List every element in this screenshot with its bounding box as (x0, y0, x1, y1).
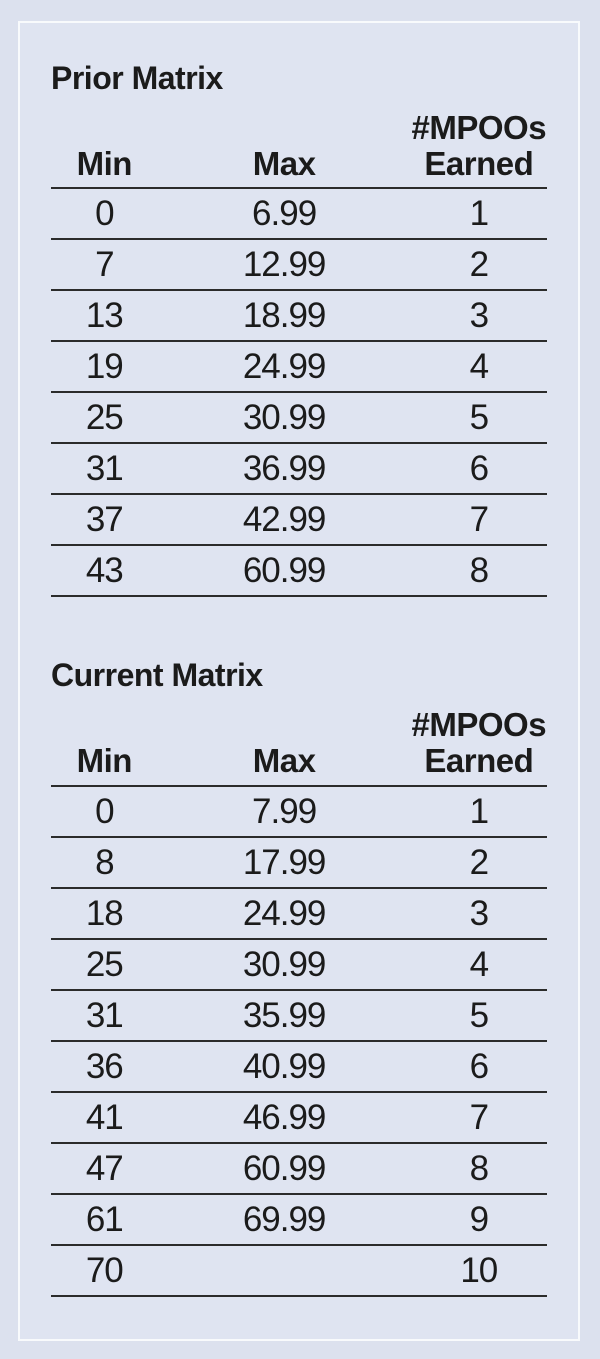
col-header-earned-line1: #MPOOs (411, 108, 547, 146)
cell-max: 24.99 (158, 341, 411, 392)
cell-max: 17.99 (158, 837, 411, 888)
table-row (51, 1092, 547, 1143)
cell-earned: 1 (411, 786, 547, 837)
cell-min: 19 (51, 341, 158, 392)
cell-max: 60.99 (158, 1143, 411, 1194)
cell-max: 46.99 (158, 1092, 411, 1143)
cell-min: 41 (51, 1092, 158, 1143)
cell-min: 0 (51, 786, 158, 837)
col-header-min: Min (51, 707, 158, 786)
col-header-earned-line2: Earned (424, 742, 534, 780)
cell-earned: 7 (411, 1092, 547, 1143)
table-row (51, 188, 547, 239)
col-header-earned (411, 707, 547, 786)
col-header-max: Max (158, 707, 411, 786)
table-row (51, 786, 547, 837)
current-matrix-table (51, 707, 547, 1297)
table-row (51, 990, 547, 1041)
prior-matrix-table (51, 110, 547, 598)
cell-max: 40.99 (158, 1041, 411, 1092)
cell-earned: 2 (411, 239, 547, 290)
table-row (51, 545, 547, 596)
cell-max (158, 1245, 411, 1296)
table-row (51, 341, 547, 392)
cell-min: 61 (51, 1194, 158, 1245)
cell-max: 60.99 (158, 545, 411, 596)
cell-min: 31 (51, 443, 158, 494)
col-header-earned (411, 110, 547, 189)
cell-min: 43 (51, 545, 158, 596)
cell-earned: 7 (411, 494, 547, 545)
cell-min: 25 (51, 392, 158, 443)
cell-earned: 1 (411, 188, 547, 239)
prior-matrix-section (51, 60, 547, 597)
col-header-max: Max (158, 110, 411, 189)
cell-min: 7 (51, 239, 158, 290)
cell-earned: 9 (411, 1194, 547, 1245)
cell-max: 42.99 (158, 494, 411, 545)
prior-matrix-body (51, 188, 547, 596)
table-row (51, 837, 547, 888)
cell-earned: 4 (411, 939, 547, 990)
cell-max: 36.99 (158, 443, 411, 494)
current-matrix-title: Current Matrix (51, 657, 263, 694)
cell-min: 31 (51, 990, 158, 1041)
table-row (51, 939, 547, 990)
cell-max: 7.99 (158, 786, 411, 837)
cell-min: 37 (51, 494, 158, 545)
cell-earned: 3 (411, 290, 547, 341)
cell-earned: 2 (411, 837, 547, 888)
table-row (51, 1041, 547, 1092)
table-row (51, 494, 547, 545)
cell-min: 36 (51, 1041, 158, 1092)
cell-max: 12.99 (158, 239, 411, 290)
table-row (51, 392, 547, 443)
prior-matrix-title: Prior Matrix (51, 60, 223, 96)
header-row (51, 707, 547, 786)
cell-min: 70 (51, 1245, 158, 1296)
cell-earned: 8 (411, 545, 547, 596)
cell-max: 6.99 (158, 188, 411, 239)
cell-max: 35.99 (158, 990, 411, 1041)
cell-max: 30.99 (158, 939, 411, 990)
cell-earned: 5 (411, 990, 547, 1041)
header-row (51, 110, 547, 189)
cell-min: 18 (51, 888, 158, 939)
cell-earned: 5 (411, 392, 547, 443)
cell-max: 69.99 (158, 1194, 411, 1245)
cell-max: 30.99 (158, 392, 411, 443)
cell-min: 8 (51, 837, 158, 888)
cell-earned: 8 (411, 1143, 547, 1194)
current-matrix-section (51, 657, 547, 1296)
cell-min: 25 (51, 939, 158, 990)
col-header-earned-line2: Earned (424, 145, 534, 183)
col-header-min: Min (51, 110, 158, 189)
table-row (51, 888, 547, 939)
matrix-panel (18, 21, 580, 1341)
table-row (51, 1143, 547, 1194)
current-matrix-body (51, 786, 547, 1296)
cell-earned: 6 (411, 443, 547, 494)
table-row (51, 239, 547, 290)
table-row (51, 1245, 547, 1296)
table-row (51, 1194, 547, 1245)
table-row (51, 443, 547, 494)
cell-max: 24.99 (158, 888, 411, 939)
cell-min: 13 (51, 290, 158, 341)
cell-earned: 6 (411, 1041, 547, 1092)
cell-earned: 4 (411, 341, 547, 392)
cell-max: 18.99 (158, 290, 411, 341)
cell-min: 0 (51, 188, 158, 239)
cell-earned: 3 (411, 888, 547, 939)
cell-earned: 10 (411, 1245, 547, 1296)
table-row (51, 290, 547, 341)
col-header-earned-line1: #MPOOs (411, 706, 547, 744)
cell-min: 47 (51, 1143, 158, 1194)
